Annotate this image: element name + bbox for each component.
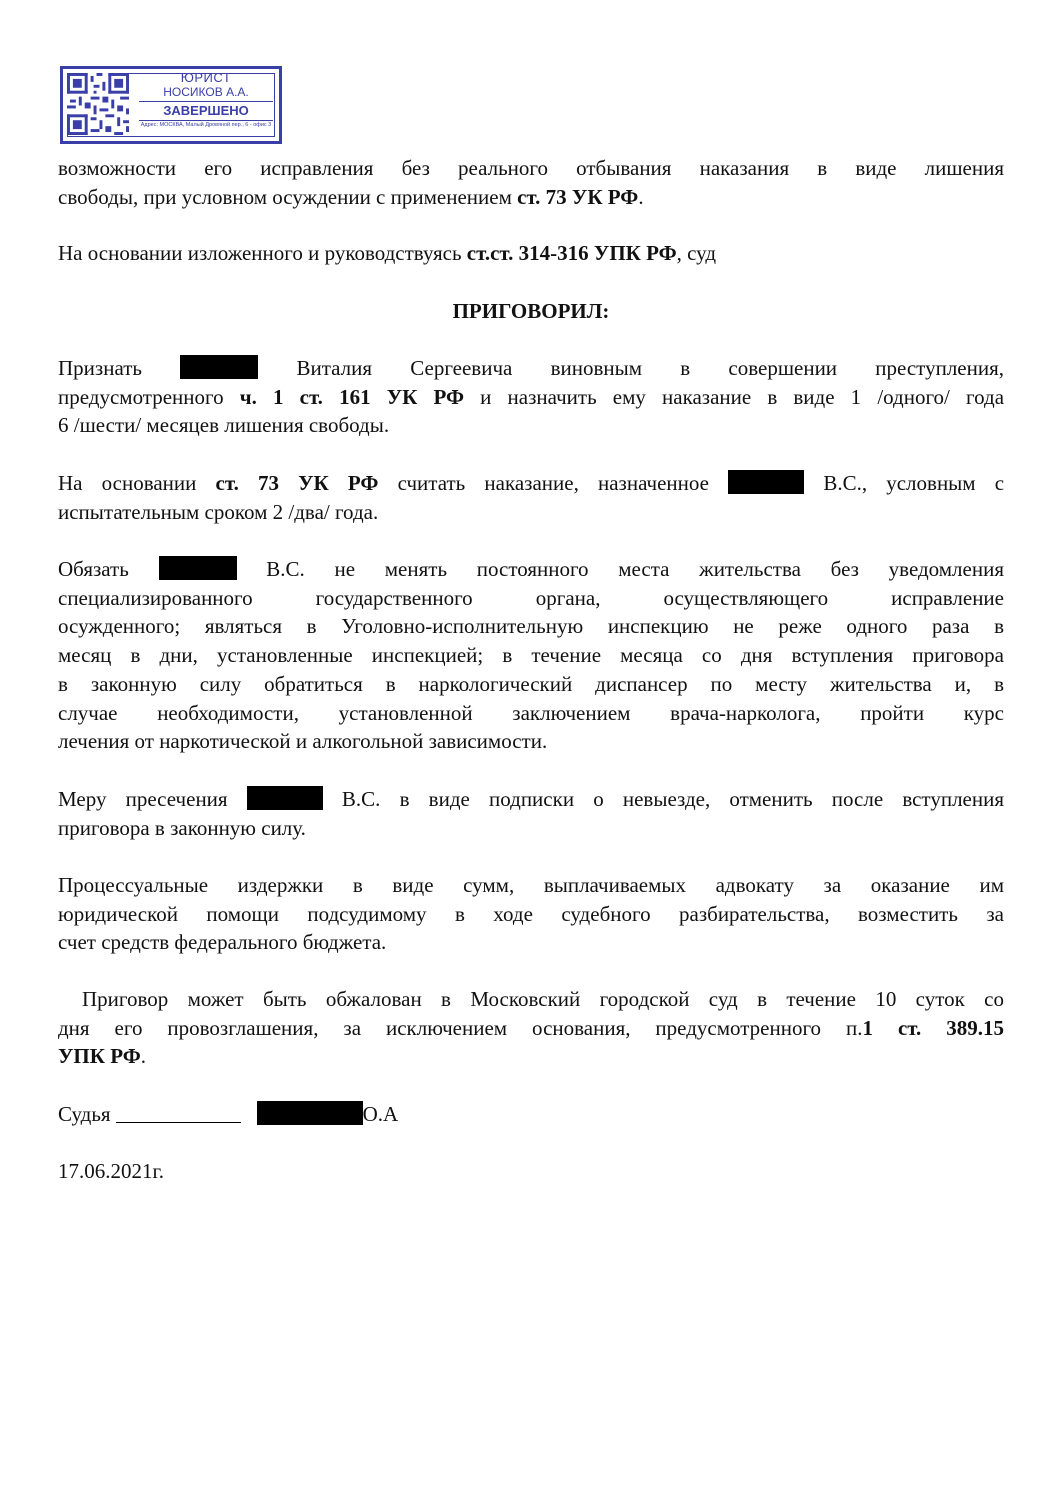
paragraph-restraint — [58, 785, 1004, 842]
paragraph-costs — [58, 871, 1004, 957]
text-span: предусмотренного — [58, 384, 224, 409]
text-span: В.С. в виде подписки о невыезде, отменить после вступления — [341, 787, 1005, 811]
text-line — [58, 469, 1004, 498]
verdict-heading: ПРИГОВОРИЛ: — [452, 299, 610, 323]
text-line: Процессуальные издержки в виде сумм, выплачиваемых адвокату за оказание им — [58, 873, 1004, 897]
judge-initials: О.А — [362, 1102, 399, 1126]
text-line — [58, 1042, 1004, 1071]
paragraph-obligations — [58, 555, 1004, 756]
signature-block — [58, 1100, 1004, 1129]
text-line: лечения от наркотической и алкогольной зависимости. — [58, 729, 548, 754]
text-line: в законную силу обратиться в наркологический диспансер по месту жительства и, в — [58, 671, 1004, 696]
lawyer-stamp — [60, 66, 282, 144]
paragraph-conditional — [58, 154, 1004, 211]
stamp-status: ЗАВЕРШЕНО — [139, 101, 273, 121]
text-line: юридической помощи подсудимому в ходе судебного разбирательства, возместить за — [58, 901, 1004, 926]
signature-label: Судья — [58, 1102, 111, 1126]
text-span: дня его провозглашения, за исключением основания, предусмотренного п. — [58, 1015, 863, 1040]
text-line: 6 /шести/ месяцев лишения свободы. — [58, 413, 390, 438]
text-span: . — [638, 184, 644, 209]
bold-reference: ч. 1 ст. 161 УК РФ — [239, 384, 464, 409]
bold-reference: ст. 73 УК РФ — [517, 184, 639, 209]
stamp-text-block — [135, 70, 277, 129]
bold-reference: ст. 73 УК РФ — [215, 471, 379, 495]
text-span: , суд — [676, 241, 717, 265]
stamp-title: ЮРИСТ — [180, 70, 232, 85]
stamp-address: Адрес: МОСКВА, Малый Дровяной пер., 6 - офис 3 — [140, 122, 272, 128]
text-line: случае необходимости, установленной заключением врача-нарколога, пройти курс — [58, 700, 1004, 725]
paragraph-basis — [58, 239, 1004, 268]
paragraph-appeal — [58, 985, 1004, 1071]
redacted-surname — [728, 470, 804, 494]
text-line: возможности его исправления без реального отбывания наказания в виде лишения — [58, 156, 1004, 180]
text-span: На основании — [58, 471, 197, 495]
text-span: и назначить ему наказание в виде 1 /одного/ года — [480, 384, 1005, 409]
text-span: . — [140, 1044, 146, 1069]
text-line: специализированного государственного органа, осуществляющего исправление — [58, 585, 1004, 610]
text-span: В.С., условным с — [823, 471, 1005, 495]
text-line: приговора в законную силу. — [58, 815, 306, 840]
text-line — [58, 183, 1004, 212]
signature-line — [58, 1100, 1004, 1129]
text-line: месяц в дни, установленные инспекцией; в течение месяца со дня вступления приговора — [58, 643, 1004, 668]
text-span: Признать — [58, 356, 142, 380]
qr-code-icon — [67, 73, 129, 135]
document-date: 17.06.2021г. — [58, 1159, 164, 1183]
text-span: Меру пресечения — [58, 787, 228, 811]
bold-reference: ст.ст. 314-316 УПК РФ — [466, 241, 677, 265]
bold-reference: УПК РФ — [58, 1044, 141, 1069]
redacted-surname — [180, 355, 258, 379]
text-line — [58, 1014, 1004, 1043]
text-span: На основании изложенного и руководствуясь — [58, 241, 462, 265]
date-block — [58, 1157, 1004, 1186]
text-span: считать наказание, назначенное — [397, 471, 709, 495]
redacted-judge-surname — [257, 1101, 363, 1125]
text-line: счет средств федерального бюджета. — [58, 930, 387, 955]
paragraph-probation — [58, 469, 1004, 526]
text-line — [58, 383, 1004, 412]
bold-reference: 1 ст. 389.15 — [862, 1015, 1004, 1040]
text-line: испытательным сроком 2 /два/ года. — [58, 499, 379, 524]
stamp-name: НОСИКОВ А.А. — [163, 85, 249, 99]
text-line: осужденного; являться в Уголовно-исполнительную инспекцию не реже одного раза в — [58, 614, 1004, 639]
text-line — [58, 239, 1004, 268]
paragraph-guilty — [58, 354, 1004, 440]
text-line — [58, 785, 1004, 814]
text-line: Приговор может быть обжалован в Московский городской суд в течение 10 суток со — [82, 987, 1004, 1011]
redacted-surname — [159, 556, 237, 580]
text-span: Виталия Сергеевича виновным в совершении преступления, — [296, 356, 1005, 380]
text-span: В.С. не менять постоянного места жительства без уведомления — [266, 557, 1004, 581]
text-span: Обязать — [58, 557, 129, 581]
signature-underline — [116, 1102, 241, 1123]
verdict-heading-block — [58, 297, 1004, 326]
redacted-surname — [247, 786, 323, 810]
text-line — [58, 555, 1004, 584]
text-span: свободы, при условном осуждении с применением — [58, 184, 512, 209]
text-line — [58, 354, 1004, 383]
